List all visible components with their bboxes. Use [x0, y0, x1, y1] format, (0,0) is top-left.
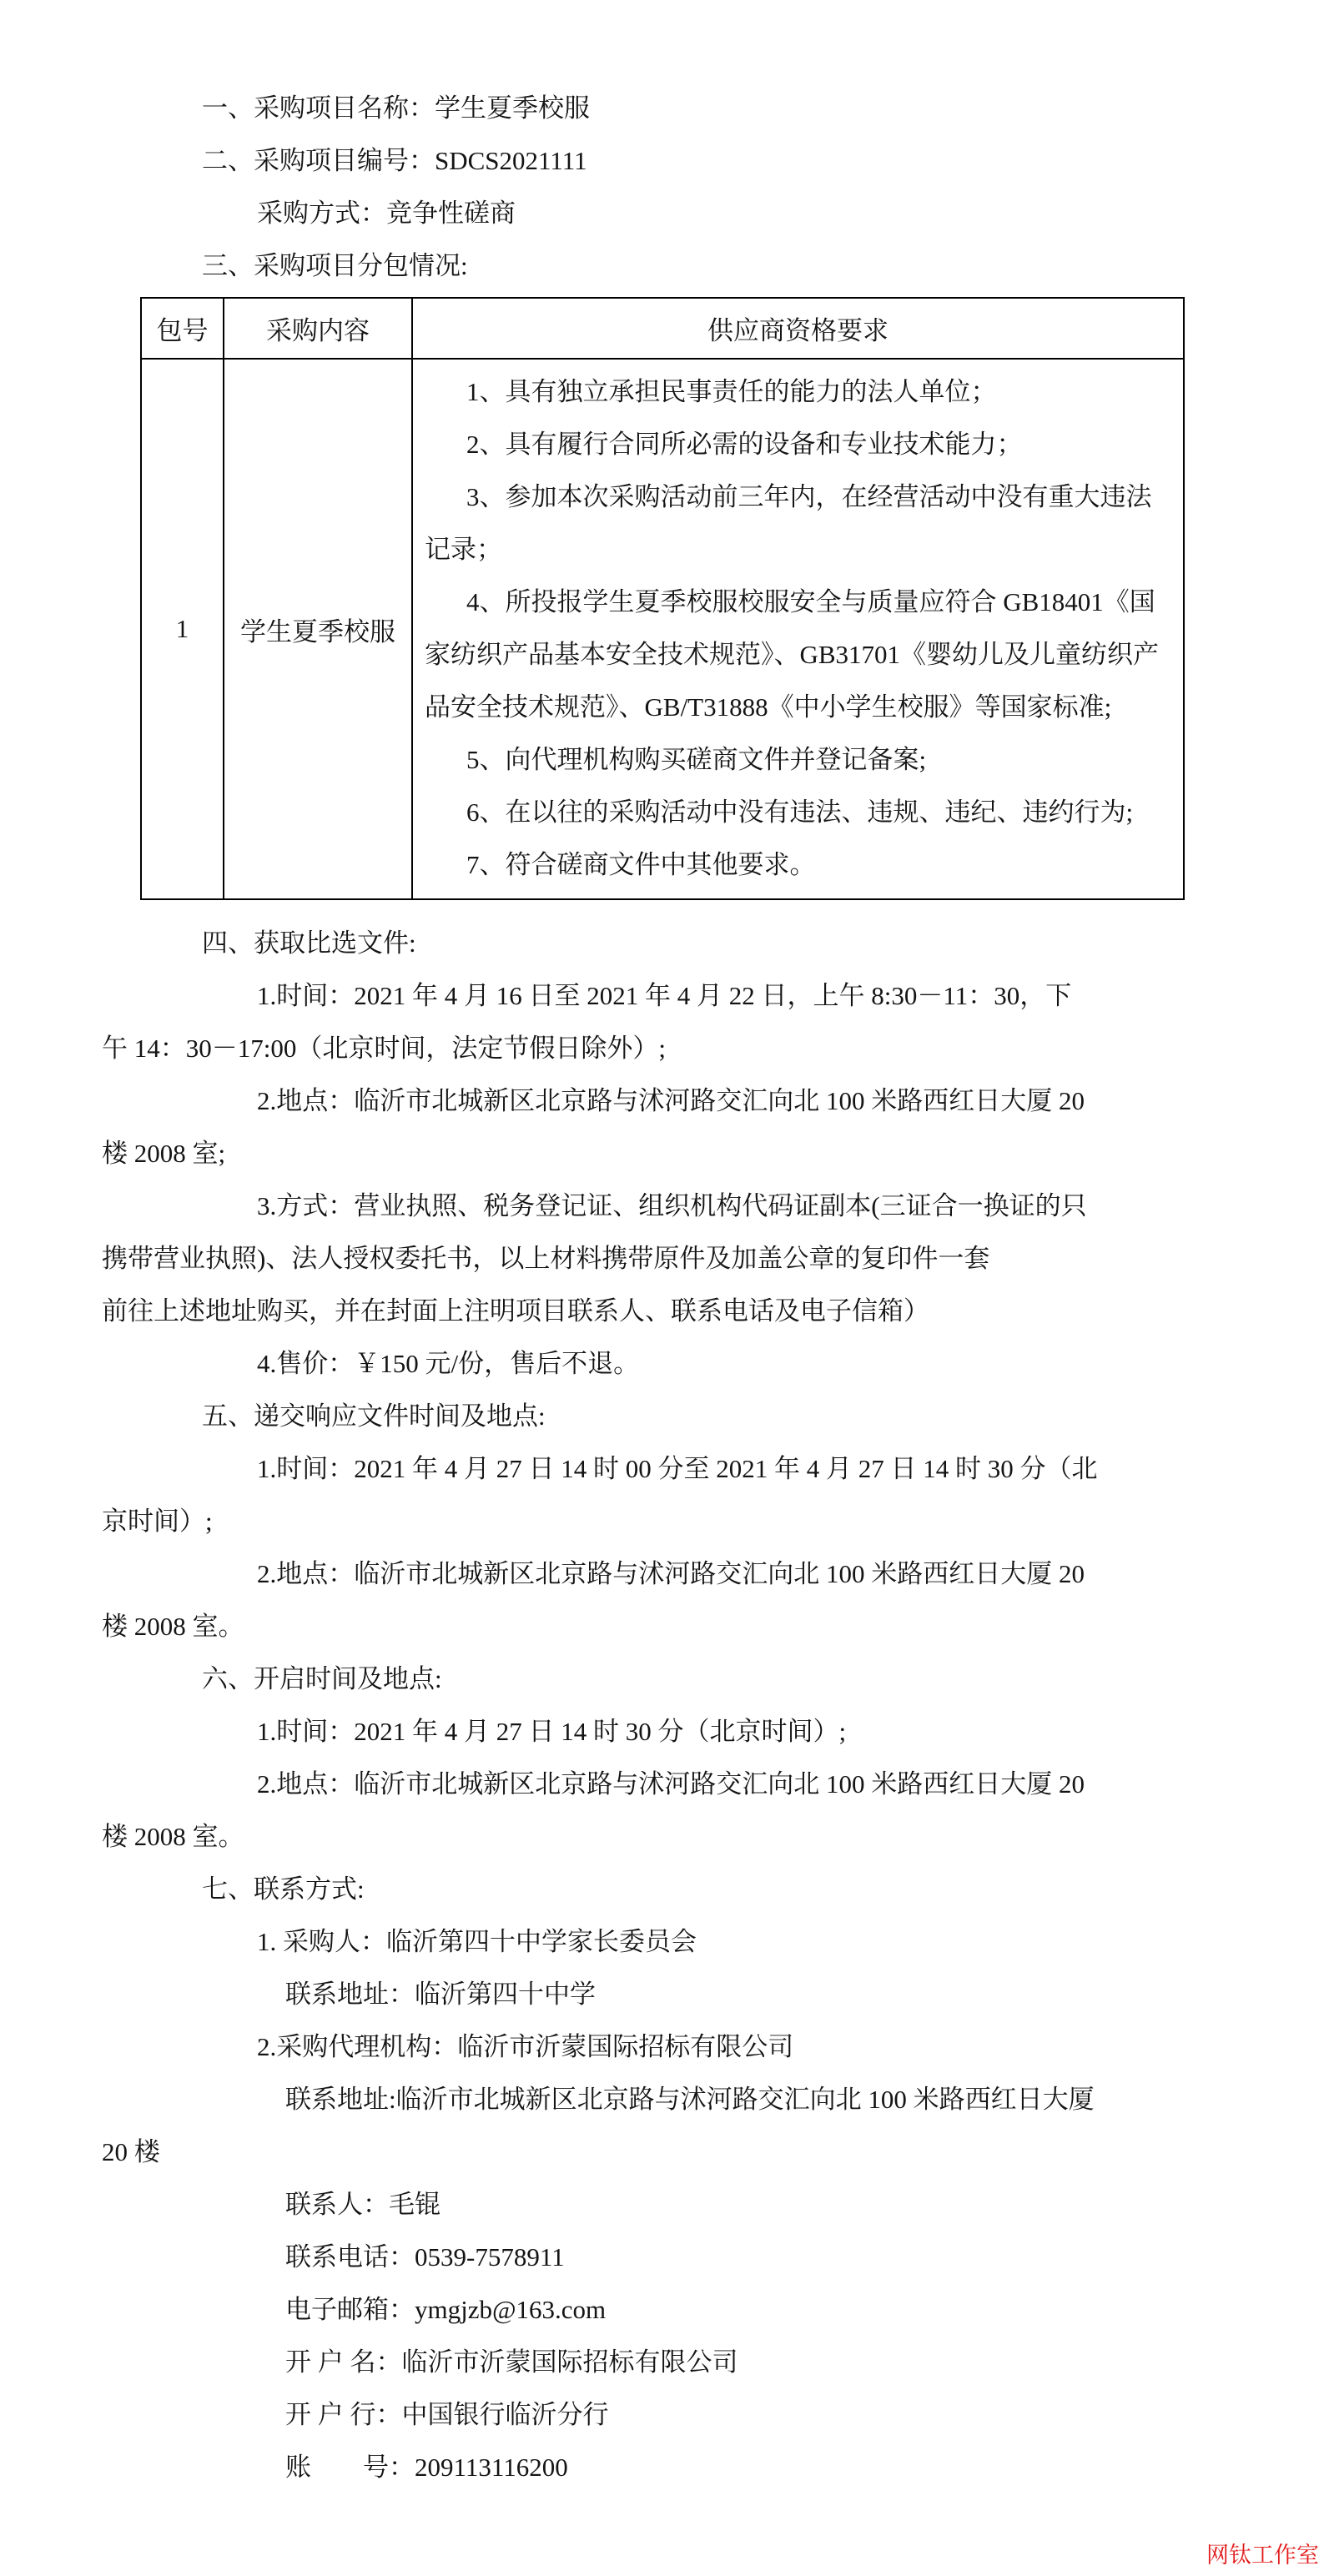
- section-7-contact-email: 电子邮箱：ymgjzb@163.com: [285, 2295, 607, 2324]
- requirement-line: 5、向代理机构购买磋商文件并登记备案;: [466, 745, 927, 774]
- section-6-heading: 六、开启时间及地点:: [202, 1664, 442, 1693]
- section-4-line: 携带营业执照)、法人授权委托书，以上材料携带原件及加盖公章的复印件一套: [102, 1244, 990, 1273]
- package-table-data-row: [142, 360, 1183, 898]
- section-7-bank-name: 开 户 行：中国银行临沂分行: [285, 2400, 609, 2429]
- section-5-heading: 五、递交响应文件时间及地点:: [202, 1401, 546, 1431]
- section-5-line: 1.时间：2021 年 4 月 27 日 14 时 00 分至 2021 年 4 月 27 日 14 时 30 分（北: [257, 1454, 1098, 1483]
- requirement-line: 6、在以往的采购活动中没有违法、违规、违纪、违约行为;: [466, 797, 1134, 827]
- header-package-no: 包号: [142, 299, 224, 358]
- section-7-account-name: 开 户 名：临沂市沂蒙国际招标有限公司: [285, 2347, 738, 2377]
- cell-content: 学生夏季校服: [224, 360, 413, 898]
- section-7-heading: 七、联系方式:: [202, 1874, 365, 1904]
- package-table-header-row: [142, 299, 1183, 360]
- header-content: 采购内容: [224, 299, 413, 358]
- section-7-agency-address: 联系地址:临沂市北城新区北京路与沭河路交汇向北 100 米路西红日大厦: [285, 2085, 1095, 2114]
- section-5-line: 楼 2008 室。: [102, 1612, 244, 1641]
- section-7-contact-phone: 联系电话：0539-7578911: [285, 2242, 565, 2272]
- section-4-line: 前往上述地址购买，并在封面上注明项目联系人、联系电话及电子信箱）: [102, 1296, 929, 1326]
- section-4-line: 2.地点：临沂市北城新区北京路与沭河路交汇向北 100 米路西红日大厦 20: [257, 1086, 1085, 1115]
- section-6-line: 1.时间：2021 年 4 月 27 日 14 时 30 分（北京时间）;: [257, 1717, 847, 1746]
- requirement-line: 记录；: [425, 535, 502, 564]
- section-5-line: 2.地点：临沂市北城新区北京路与沭河路交汇向北 100 米路西红日大厦 20: [257, 1559, 1085, 1588]
- header-supplier-qualification: 供应商资格要求: [707, 316, 889, 345]
- section-4-line: 3.方式：营业执照、税务登记证、组织机构代码证副本(三证合一换证的只: [257, 1191, 1087, 1220]
- section-7-account-number: 账 号：209113116200: [285, 2453, 568, 2482]
- section-7-purchaser-address: 联系地址：临沂第四十中学: [285, 1980, 596, 2009]
- intro-line-project-number: 二、采购项目编号：SDCS2021111: [202, 146, 587, 175]
- section-4-line: 午 14：30－17:00（北京时间，法定节假日除外）;: [102, 1034, 666, 1063]
- section-7-contact-person: 联系人：毛锟: [285, 2190, 440, 2219]
- section-5-line: 京时间）;: [102, 1507, 213, 1536]
- section-4-heading: 四、获取比选文件:: [202, 928, 416, 958]
- package-table: [140, 297, 1185, 900]
- section-7-purchaser: 1. 采购人：临沂第四十中学家长委员会: [257, 1927, 697, 1956]
- section-4-line: 楼 2008 室;: [102, 1139, 226, 1168]
- section-7-agency-address-cont: 20 楼: [102, 2137, 160, 2166]
- cell-package-no: 1: [142, 360, 224, 898]
- section-4-line: 4.售价：￥150 元/份，售后不退。: [257, 1349, 640, 1378]
- cell-requirements: [413, 360, 1183, 898]
- section-7-agency: 2.采购代理机构：临沂市沂蒙国际招标有限公司: [257, 2032, 794, 2061]
- requirement-line: 4、所投报学生夏季校服校服安全与质量应符合 GB18401《国: [466, 587, 1155, 616]
- section-6-line: 楼 2008 室。: [102, 1822, 244, 1851]
- intro-line-procurement-method: 采购方式：竞争性磋商: [257, 199, 516, 228]
- studio-watermark: 网钛工作室: [1206, 2543, 1319, 2568]
- requirement-line: 1、具有独立承担民事责任的能力的法人单位；: [466, 377, 997, 406]
- requirement-line: 品安全技术规范》、GB/T31888《中小学生校服》等国家标准;: [425, 692, 1112, 722]
- section-6-line: 2.地点：临沂市北城新区北京路与沭河路交汇向北 100 米路西红日大厦 20: [257, 1769, 1085, 1799]
- requirement-line: 3、参加本次采购活动前三年内，在经营活动中没有重大违法: [466, 482, 1152, 511]
- section-4-line: 1.时间：2021 年 4 月 16 日至 2021 年 4 月 22 日，上午 8:30－11：30，下: [257, 981, 1072, 1010]
- requirement-line: 2、具有履行合同所必需的设备和专业技术能力；: [466, 430, 1023, 459]
- requirement-line: 家纺织产品基本安全技术规范》、GB31701《婴幼儿及儿童纺织产: [425, 640, 1160, 669]
- intro-line-project-name: 一、采购项目名称：学生夏季校服: [202, 93, 590, 123]
- requirement-line: 7、符合磋商文件中其他要求。: [466, 850, 816, 879]
- intro-line-package-info: 三、采购项目分包情况:: [202, 251, 468, 280]
